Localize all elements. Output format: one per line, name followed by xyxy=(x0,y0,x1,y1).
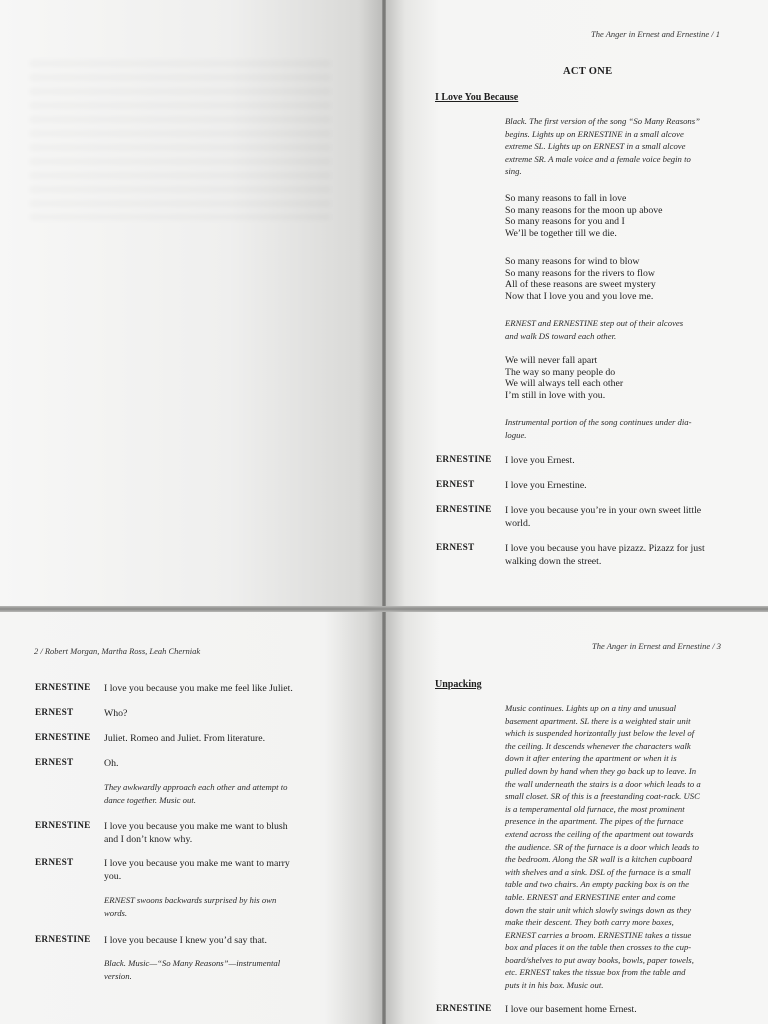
lyric-line: I’m still in love with you. xyxy=(505,389,606,401)
stage-line: puts it in his box. Music out. xyxy=(505,980,604,991)
speaker-ernestine: ERNESTINE xyxy=(35,733,91,743)
stage-line: the bedroom. Along the SR wall is a kitchen cupboard xyxy=(505,854,692,865)
stage-line: words. xyxy=(104,907,128,918)
stage-line: Black. The first version of the song “So Many Reasons” xyxy=(505,116,700,126)
dialogue-line: I love you Ernest. xyxy=(505,455,575,466)
dialogue-line: I love you because you’re in your own sweet little xyxy=(505,505,702,516)
stage-line: sing. xyxy=(505,166,522,177)
stage-line: down the stair unit which slowly swings down as they xyxy=(505,904,692,915)
stage-line: and walk DS toward each other. xyxy=(505,330,617,341)
stage-direction xyxy=(505,317,683,342)
speaker-ernest: ERNEST xyxy=(35,708,74,718)
dialogue-line: I love our basement home Ernest. xyxy=(505,1004,637,1015)
speaker-ernest: ERNEST xyxy=(436,543,475,553)
stage-line: board/shelves to put away books, bowls, paper towels, xyxy=(505,954,694,965)
speaker-ernestine: ERNESTINE xyxy=(436,505,492,515)
stage-direction xyxy=(505,702,701,992)
stage-line: pulled down by hand when they go back up to leave. In xyxy=(505,765,697,776)
dialogue-block xyxy=(104,820,288,846)
stage-line: etc. ERNEST takes the tissue box from the table and xyxy=(505,967,686,978)
running-head: The Anger in Ernest and Ernestine / 1 xyxy=(591,29,720,39)
lyric-line: So many reasons for the moon up above xyxy=(505,204,663,216)
book-gutter-vertical xyxy=(382,0,386,1024)
stage-line: the ceiling. It descends whenever the characters walk xyxy=(505,740,691,751)
blank-left-page-top xyxy=(0,0,382,606)
speaker-ernestine: ERNESTINE xyxy=(35,821,91,831)
lyric-line: We will never fall apart xyxy=(505,355,598,366)
stage-line: They awkwardly approach each other and attempt to xyxy=(104,782,288,792)
stage-line: extreme SL. Lights up on ERNEST in a small alcove xyxy=(505,141,686,152)
stage-line: Music continues. Lights up on a tiny and unusual xyxy=(505,703,677,713)
lyric-stanza xyxy=(505,193,663,239)
scan-seam-horizontal xyxy=(0,606,768,612)
running-head: 2 / Robert Morgan, Martha Ross, Leah Cherniak xyxy=(34,646,201,656)
stage-line: presence in the apartment. The pipes of the furnace xyxy=(505,816,684,827)
lyric-line: So many reasons for the rivers to flow xyxy=(505,267,655,279)
speaker-ernestine: ERNESTINE xyxy=(35,683,91,693)
lyric-line: So many reasons for wind to blow xyxy=(505,256,640,267)
stage-line: make their descent. They both carry more boxes, xyxy=(505,917,674,928)
stage-line: dance together. Music out. xyxy=(104,794,196,805)
stage-line: logue. xyxy=(505,429,527,440)
stage-line: ERNEST and ERNESTINE step out of their alcoves xyxy=(505,318,684,328)
dialogue-line: Who? xyxy=(104,708,128,719)
stage-line: table and two chairs. An empty packing box is on the xyxy=(505,879,689,890)
stage-line: version. xyxy=(104,970,132,981)
stage-line: with shelves and a sink. DSL of the furnace is a small xyxy=(505,866,691,877)
dialogue-line: I love you because I knew you’d say that. xyxy=(104,935,267,946)
stage-line: small closet. SR of this is a freestanding coat-rack. USC xyxy=(505,791,700,802)
running-head: The Anger in Ernest and Ernestine / 3 xyxy=(592,641,721,651)
dialogue-line: Juliet. Romeo and Juliet. From literature. xyxy=(104,733,266,744)
bleed-through-shadow xyxy=(30,60,330,220)
stage-direction xyxy=(104,957,280,982)
dialogue-line: I love you because you make me want to marry xyxy=(104,858,290,869)
stage-line: the wall underneath the stairs is a door which leads to a xyxy=(505,778,701,789)
lyric-line: Now that I love you and you love me. xyxy=(505,290,654,302)
section-title: I Love You Because xyxy=(435,92,519,103)
stage-line: down it after entering the apartment or when it is xyxy=(505,753,677,764)
dialogue-line: I love you because you make me want to blush xyxy=(104,821,288,832)
stage-direction xyxy=(104,781,287,806)
stage-direction xyxy=(505,115,700,178)
stage-line: ERNEST carries a broom. ERNESTINE takes a tissue xyxy=(505,929,692,940)
stage-line: which is suspended horizontally just below the level of xyxy=(505,728,695,739)
lyric-line: We’ll be together till we die. xyxy=(505,227,617,239)
act-title: ACT ONE xyxy=(563,66,613,77)
speaker-ernest: ERNEST xyxy=(35,858,74,868)
dialogue-line: I love you Ernestine. xyxy=(505,480,587,491)
dialogue-line: you. xyxy=(104,871,122,882)
section-title: Unpacking xyxy=(435,679,482,690)
dialogue-block xyxy=(104,857,290,883)
lyric-stanza xyxy=(505,256,656,302)
stage-line: ERNEST swoons backwards surprised by his own xyxy=(104,895,277,905)
lyric-line: All of these reasons are sweet mystery xyxy=(505,279,656,291)
stage-line: the audience. SR of the furnace is a door which leads to xyxy=(505,841,699,852)
lyric-line: So many reasons to fall in love xyxy=(505,193,627,204)
dialogue-line: I love you because you have pizazz. Pizazz for just xyxy=(505,543,705,554)
stage-line: extreme SR. A male voice and a female voice begin to xyxy=(505,153,691,164)
stage-line: table. ERNEST and ERNESTINE enter and come xyxy=(505,891,676,902)
stage-line: Black. Music—“So Many Reasons”—instrumental xyxy=(104,958,281,968)
lyric-line: The way so many people do xyxy=(505,366,616,378)
stage-direction xyxy=(505,416,692,441)
stage-line: extend across the ceiling of the apartment out towards xyxy=(505,828,694,839)
speaker-ernest: ERNEST xyxy=(35,758,74,768)
lyric-line: We will always tell each other xyxy=(505,378,624,390)
dialogue-line: Oh. xyxy=(104,758,119,769)
stage-line: basement apartment. SL there is a weighted stair unit xyxy=(505,715,691,726)
lyric-stanza xyxy=(505,355,623,401)
stage-line: begins. Lights up on ERNESTINE in a small alcove xyxy=(505,128,684,139)
speaker-ernestine: ERNESTINE xyxy=(35,935,91,945)
lyric-line: So many reasons for you and I xyxy=(505,216,625,228)
stage-line: Instrumental portion of the song continues under dia- xyxy=(505,417,692,427)
dialogue-block xyxy=(505,542,705,568)
speaker-ernest: ERNEST xyxy=(436,480,475,490)
stage-line: box and places it on the table then crosses to the cup- xyxy=(505,942,692,953)
dialogue-block xyxy=(505,504,701,530)
dialogue-line: walking down the street. xyxy=(505,556,602,567)
dialogue-line: and I don’t know why. xyxy=(104,834,193,845)
speaker-ernestine: ERNESTINE xyxy=(436,1004,492,1014)
dialogue-line: I love you because you make me feel like Juliet. xyxy=(104,683,293,694)
speaker-ernestine: ERNESTINE xyxy=(436,455,492,465)
dialogue-line: world. xyxy=(505,518,531,529)
stage-line: is a temperamental old furnace, the most prominent xyxy=(505,803,685,814)
stage-direction xyxy=(104,894,276,919)
